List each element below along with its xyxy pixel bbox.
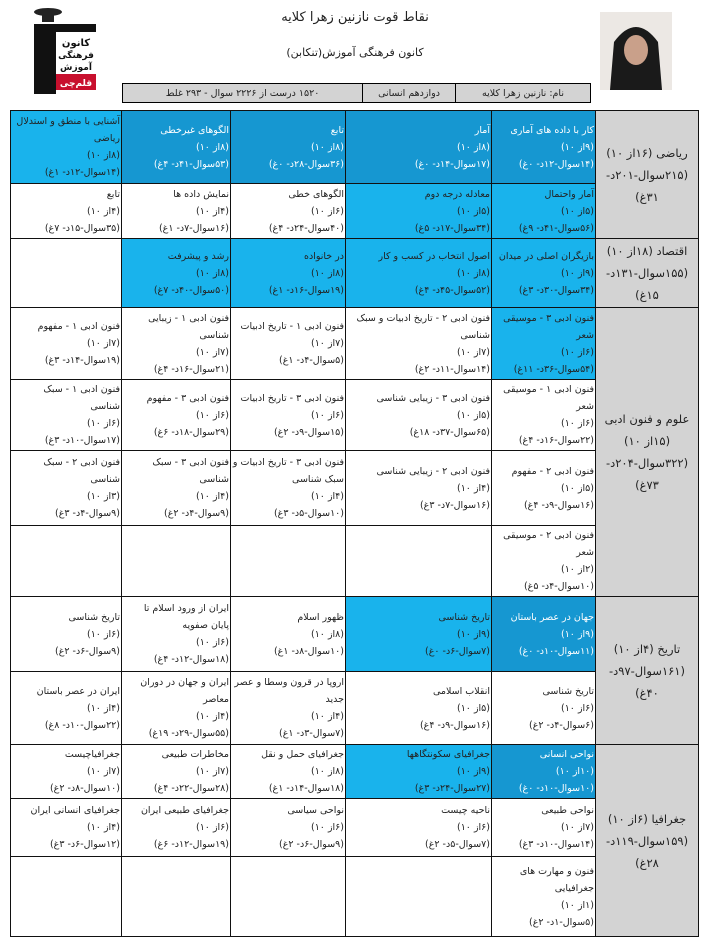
topic-name: فنون ادبی ۲ - تاریخ ادبیات و سبک شناسی: [356, 312, 490, 341]
topic-cell: [492, 526, 596, 597]
subject-cell: [596, 308, 699, 597]
topic-score: (۶از ۱۰): [456, 822, 490, 833]
topic-score: (۴از ۱۰): [86, 205, 120, 217]
topic-counts: (۵سوال-۱د- ۲غ): [529, 916, 594, 928]
topic-name: انقلاب اسلامی: [433, 685, 490, 697]
topic-score: (۵از ۱۰): [456, 702, 490, 714]
topic-name: ایران از ورود اسلام تا پایان صفویه: [143, 603, 229, 631]
topic-name: فنون ادبی ۳ - زیبایی شناسی: [376, 392, 490, 404]
topic-cell: [492, 672, 596, 745]
topic-cell: [492, 184, 596, 239]
table-row: [11, 799, 699, 857]
strengths-table: [10, 110, 699, 937]
page-title: نقاط قوت نازنین زهرا کلایه: [281, 10, 429, 25]
topic-counts: (۱۵سوال-۹د- ۲غ): [273, 426, 344, 438]
topic-score: (۷از ۱۰): [86, 766, 120, 777]
topic-cell: [492, 380, 596, 451]
topic-score: (۱۰از ۱۰): [555, 766, 594, 777]
topic-name: فنون ادبی ۲ - زیبایی شناسی: [376, 465, 490, 477]
topic-score: (۸از ۱۰): [86, 150, 120, 161]
topic-counts: (۹سوال-۶د- ۲غ): [55, 645, 120, 657]
topic-counts: (۱۱سوال-۱۰د- ۰غ): [518, 645, 594, 657]
student-grade: دوازدهم انسانی: [362, 84, 455, 102]
topic-cell: [122, 239, 231, 308]
topic-name: فنون و مهارت های جغرافیایی: [519, 865, 594, 894]
topic-score: (۲از ۱۰): [560, 564, 594, 575]
topic-score: (۶از ۱۰): [560, 418, 594, 429]
topic-cell: [231, 184, 346, 239]
table-row: [11, 239, 699, 308]
topic-score: (۸از ۱۰): [310, 267, 344, 279]
topic-name: تابع: [106, 188, 120, 200]
svg-text:فرهنگی: فرهنگی: [58, 51, 94, 61]
topic-score: (۹از ۱۰): [560, 628, 594, 640]
topic-name: تابع: [330, 124, 344, 136]
topic-counts: (۱۴سوال-۱۲د- ۱غ): [44, 167, 120, 178]
topic-cell: [231, 745, 346, 799]
topic-score: (۶از ۱۰): [310, 205, 344, 217]
topic-cell: [346, 672, 492, 745]
subject-cell: [596, 111, 699, 239]
topic-cell: [231, 799, 346, 857]
empty-cell: [346, 857, 492, 937]
topic-cell: [492, 451, 596, 526]
topic-cell: [231, 239, 346, 308]
table-row: [11, 597, 699, 672]
topic-cell: [11, 672, 122, 745]
topic-cell: [346, 111, 492, 184]
empty-cell: [11, 857, 122, 937]
topic-cell: [346, 380, 492, 451]
topic-score: (۵از ۱۰): [456, 205, 490, 217]
topic-cell: [231, 380, 346, 451]
topic-cell: [346, 451, 492, 526]
topic-counts: (۱۶سوال-۷د- ۳غ): [419, 499, 490, 511]
topic-name: تاریخ شناسی: [438, 611, 490, 623]
topic-score: (۴از ۱۰): [86, 702, 120, 714]
topic-score: (۶از ۱۰): [195, 637, 229, 648]
topic-counts: (۱۴سوال-۱۰د- ۳غ): [518, 839, 594, 850]
topic-cell: [122, 184, 231, 239]
topic-score: (۸از ۱۰): [456, 141, 490, 153]
topic-score: (۸از ۱۰): [310, 141, 344, 153]
subject-name: ریاضی (۱۶از ۱۰): [606, 145, 688, 160]
topic-name: ایران و جهان در دوران معاصر: [140, 677, 229, 705]
table-row: [11, 745, 699, 799]
topic-name: فنون ادبی ۲ - سبک شناسی: [43, 457, 120, 485]
topic-score: (۶از ۱۰): [560, 702, 594, 714]
subject-name: جغرافیا (۶از ۱۰): [607, 811, 687, 826]
topic-name: آشنایی با منطق و استدلال ریاضی: [16, 116, 120, 144]
topic-score: (۵از ۱۰): [456, 409, 490, 421]
topic-cell: [11, 308, 122, 380]
topic-counts: (۱۸سوال-۱۲د- ۴غ): [153, 654, 229, 665]
topic-counts: (۷سوال-۶د- ۰غ): [425, 645, 490, 657]
topic-counts: (۱۹سوال-۱۶د- ۱غ): [268, 284, 344, 296]
topic-name: کار با داده های آماری: [510, 124, 594, 136]
svg-text:قلم‌چی: قلم‌چی: [59, 79, 93, 89]
topic-cell: [122, 799, 231, 857]
topic-name: تاریخ شناسی: [542, 685, 594, 697]
topic-name: ناحیه چیست: [441, 805, 490, 816]
topic-counts: (۵۶سوال-۴۱د- ۹غ): [518, 222, 594, 234]
topic-score: (۹از ۱۰): [456, 766, 490, 777]
table-row: [11, 857, 699, 937]
topic-cell: [492, 239, 596, 308]
topic-score: (۷از ۱۰): [195, 346, 229, 358]
topic-score: (۵از ۱۰): [560, 205, 594, 217]
subject-name: علوم و فنون ادبی (۱۵از ۱۰): [604, 412, 690, 448]
topic-score: (۷از ۱۰): [456, 346, 490, 358]
topic-counts: (۱۰سوال-۱۰د- ۰غ): [518, 783, 594, 794]
topic-counts: (۱۹سوال-۱۴د- ۳غ): [44, 355, 120, 366]
topic-name: الگوهای خطی: [288, 188, 344, 200]
topic-score: (۶از ۱۰): [560, 346, 594, 358]
topic-counts: (۲۲سوال-۱۶د- ۴غ): [518, 435, 594, 446]
topic-cell: [11, 745, 122, 799]
topic-counts: (۱۷سوال-۱۰د- ۳غ): [44, 435, 120, 446]
topic-score: (۸از ۱۰): [195, 267, 229, 279]
topic-counts: (۱۲سوال-۶د- ۳غ): [49, 839, 120, 850]
empty-cell: [346, 526, 492, 597]
topic-cell: [231, 672, 346, 745]
subject-stats: (۱۵۵سوال-۱۳۱د- ۱۵غ): [605, 266, 689, 302]
table-row: [11, 526, 699, 597]
topic-counts: (۱۰سوال-۸د- ۲غ): [49, 783, 120, 794]
topic-score: (۴از ۱۰): [456, 482, 490, 494]
topic-score: (۹از ۱۰): [560, 267, 594, 279]
topic-counts: (۲۲سوال-۱۰د- ۸غ): [44, 719, 120, 731]
topic-name: فنون ادبی ۱ - تاریخ ادبیات: [240, 321, 344, 332]
topic-score: (۴از ۱۰): [195, 711, 229, 722]
subject-stats: (۳۲۲سوال-۲۰۴د- ۷۳غ): [605, 456, 689, 492]
topic-score: (۶از ۱۰): [310, 409, 344, 421]
topic-name: فنون ادبی ۳ - تاریخ ادبیات: [240, 392, 344, 404]
topic-name: فنون ادبی ۳ - مفهوم: [146, 392, 229, 404]
topic-score: (۸از ۱۰): [456, 267, 490, 279]
topic-name: تاریخ شناسی: [68, 611, 120, 623]
subject-stats: (۲۱۵سوال-۲۰۱د- ۳۱غ): [605, 167, 689, 204]
topic-counts: (۹سوال-۴د- ۳غ): [55, 508, 120, 519]
topic-name: نواحی انسانی: [539, 749, 594, 760]
topic-name: نواحی طبیعی: [541, 805, 594, 816]
topic-cell: [346, 799, 492, 857]
topic-name: فنون ادبی ۲ - موسیقی شعر: [503, 530, 594, 558]
topic-name: اروپا در قرون وسطا و عصر جدید: [234, 677, 344, 705]
topic-score: (۷از ۱۰): [560, 822, 594, 833]
topic-score: (۱از ۱۰): [560, 899, 594, 911]
topic-counts: (۱۸سوال-۱۴د- ۱غ): [268, 783, 344, 794]
topic-cell: [231, 451, 346, 526]
topic-score: (۶از ۱۰): [310, 822, 344, 833]
topic-counts: (۵۲سوال-۴۵د- ۴غ): [414, 284, 490, 296]
topic-cell: [346, 308, 492, 380]
topic-counts: (۵۵سوال-۲۹د- ۱۹غ): [148, 728, 229, 739]
topic-name: آمار واحتمال: [544, 188, 594, 200]
topic-score: (۷از ۱۰): [86, 338, 120, 349]
topic-name: در خانواده: [303, 250, 344, 262]
subject-cell: [596, 597, 699, 745]
topic-counts: (۱۹سوال-۱۲د- ۶غ): [153, 839, 229, 850]
topic-name: ایران در عصر باستان: [36, 685, 120, 697]
topic-cell: [122, 111, 231, 184]
topic-score: (۹از ۱۰): [456, 628, 490, 640]
topic-counts: (۵۰سوال-۴۰د- ۷غ): [153, 284, 229, 296]
topic-name: فنون ادبی ۱ - موسیقی شعر: [503, 384, 594, 412]
topic-score: (۷از ۱۰): [310, 338, 344, 349]
topic-counts: (۶۵سوال-۳۷د- ۱۸غ): [409, 426, 490, 438]
topic-name: فنون ادبی ۳ - تاریخ ادبیات و سبک شناسی: [232, 457, 344, 485]
topic-name: الگوهای غیرخطی: [160, 124, 229, 136]
topic-score: (۴از ۱۰): [310, 711, 344, 722]
table-row: [11, 451, 699, 526]
topic-name: جهان در عصر باستان: [510, 611, 594, 623]
topic-cell: [122, 597, 231, 672]
topic-cell: [11, 799, 122, 857]
topic-cell: [231, 111, 346, 184]
topic-name: فنون ادبی ۱ - سبک شناسی: [43, 384, 120, 412]
topic-name: اصول انتخاب در کسب و کار: [378, 250, 490, 262]
topic-cell: [346, 184, 492, 239]
topic-name: فنون ادبی ۱ - مفهوم: [37, 321, 120, 332]
table-row: [11, 184, 699, 239]
subject-name: تاریخ (۴از ۱۰): [613, 641, 681, 656]
score-summary: ۱۵۲۰ درست از ۲۲۲۶ سوال - ۲۹۳ غلط: [165, 87, 320, 99]
topic-cell: [11, 380, 122, 451]
topic-cell: [11, 111, 122, 184]
topic-score: (۶از ۱۰): [195, 409, 229, 421]
topic-cell: [11, 451, 122, 526]
topic-counts: (۵۳سوال-۴۱د- ۴غ): [153, 158, 229, 170]
topic-name: مخاطرات طبیعی: [161, 749, 229, 760]
topic-score: (۵از ۱۰): [560, 482, 594, 494]
student-info-bar: [122, 83, 591, 103]
topic-counts: (۲۹سوال-۱۸د- ۶غ): [153, 426, 229, 438]
student-photo: [600, 12, 672, 90]
topic-score: (۴از ۱۰): [310, 491, 344, 502]
table-row: [11, 380, 699, 451]
topic-counts: (۱۶سوال-۹د- ۴غ): [419, 719, 490, 731]
topic-counts: (۲۷سوال-۲۴د- ۳غ): [414, 783, 490, 794]
topic-counts: (۱۰سوال-۵د- ۳غ): [273, 508, 344, 519]
page-subtitle: کانون فرهنگی آموزش(تنکابن): [286, 46, 424, 59]
topic-cell: [122, 672, 231, 745]
topic-counts: (۴۰سوال-۲۴د- ۴غ): [268, 222, 344, 234]
kanoon-logo: [26, 4, 102, 96]
svg-text:کانون: کانون: [61, 38, 91, 49]
topic-score: (۶از ۱۰): [86, 418, 120, 429]
topic-cell: [122, 380, 231, 451]
topic-cell: [346, 239, 492, 308]
topic-name: فنون ادبی ۳ - موسیقی شعر: [503, 312, 594, 341]
topic-counts: (۱۰سوال-۴د- ۵غ): [523, 581, 594, 592]
topic-score: (۹از ۱۰): [560, 141, 594, 153]
topic-name: فنون ادبی ۲ - مفهوم: [511, 465, 594, 477]
topic-score: (۶از ۱۰): [195, 822, 229, 833]
topic-score: (۳از ۱۰): [86, 491, 120, 502]
topic-cell: [492, 597, 596, 672]
topic-score: (۷از ۱۰): [195, 766, 229, 777]
topic-counts: (۵سوال-۴د- ۱غ): [279, 355, 344, 366]
topic-counts: (۱۰سوال-۸د- ۱غ): [273, 645, 344, 657]
topic-cell: [492, 857, 596, 937]
topic-cell: [492, 799, 596, 857]
topic-counts: (۱۶سوال-۷د- ۱غ): [158, 222, 229, 234]
table-row: [11, 111, 699, 184]
topic-name: جغرافیای طبیعی ایران: [140, 805, 229, 816]
topic-counts: (۱۶سوال-۹د- ۴غ): [523, 499, 594, 511]
subject-stats: (۱۶۱سوال-۹۷د- ۴۰غ): [609, 663, 685, 700]
empty-cell: [11, 239, 122, 308]
topic-counts: (۹سوال-۴د- ۲غ): [164, 508, 229, 519]
topic-name: جغرافیاچیست: [64, 749, 120, 760]
topic-cell: [11, 597, 122, 672]
topic-score: (۸از ۱۰): [195, 141, 229, 153]
topic-cell: [11, 184, 122, 239]
topic-name: جغرافیای حمل و نقل: [261, 749, 344, 760]
topic-counts: (۷سوال-۳د- ۱غ): [279, 728, 344, 739]
topic-cell: [231, 597, 346, 672]
topic-cell: [122, 745, 231, 799]
topic-name: جغرافیای سکونتگاهها: [406, 749, 490, 760]
empty-cell: [122, 857, 231, 937]
topic-counts: (۲۸سوال-۲۲د- ۴غ): [153, 783, 229, 794]
subject-stats: (۱۵۹سوال-۱۱۹د- ۲۸غ): [605, 833, 689, 870]
topic-counts: (۳۶سوال-۲۸د- ۰غ): [268, 158, 344, 170]
topic-name: بازیگران اصلی در میدان: [498, 250, 594, 262]
svg-text:آموزش: آموزش: [60, 63, 92, 73]
table-row: [11, 308, 699, 380]
topic-cell: [346, 745, 492, 799]
topic-score: (۴از ۱۰): [195, 205, 229, 217]
empty-cell: [11, 526, 122, 597]
empty-cell: [231, 857, 346, 937]
topic-score: (۸از ۱۰): [310, 766, 344, 777]
topic-counts: (۱۴سوال-۱۲د- ۰غ): [518, 158, 594, 170]
topic-name: رشد و پیشرفت: [167, 250, 229, 262]
topic-name: فنون ادبی ۳ - سبک شناسی: [152, 457, 229, 485]
topic-cell: [231, 308, 346, 380]
topic-name: آمار: [474, 124, 490, 136]
topic-counts: (۲۱سوال-۱۶د- ۴غ): [153, 363, 229, 375]
topic-counts: (۳۴سوال-۳۰د- ۳غ): [518, 284, 594, 296]
topic-score: (۸از ۱۰): [310, 628, 344, 640]
topic-name: ظهور اسلام: [297, 611, 344, 623]
topic-score: (۴از ۱۰): [195, 491, 229, 502]
topic-cell: [492, 111, 596, 184]
topic-name: جغرافیای انسانی ایران: [30, 805, 120, 816]
student-name: نام: نازنین زهرا کلایه: [455, 84, 590, 102]
topic-cell: [122, 451, 231, 526]
subject-cell: [596, 745, 699, 937]
topic-name: نمایش داده ها: [173, 188, 229, 200]
topic-counts: (۷سوال-۵د- ۲غ): [425, 839, 490, 850]
topic-cell: [492, 745, 596, 799]
topic-score: (۶از ۱۰): [86, 628, 120, 640]
topic-counts: (۳۵سوال-۱۵د- ۷غ): [44, 222, 120, 234]
topic-counts: (۱۴سوال-۱۱د- ۲غ): [414, 363, 490, 375]
topic-name: نواحی سیاسی: [287, 805, 344, 816]
empty-cell: [122, 526, 231, 597]
table-row: [11, 672, 699, 745]
topic-cell: [346, 597, 492, 672]
topic-counts: (۱۷سوال-۱۴د- ۰غ): [414, 158, 490, 170]
topic-name: معادله درجه دوم: [424, 188, 490, 200]
empty-cell: [231, 526, 346, 597]
subject-name: اقتصاد (۱۸از ۱۰): [606, 244, 688, 258]
topic-counts: (۳۴سوال-۱۷د- ۵غ): [414, 222, 490, 234]
topic-counts: (۶سوال-۴د- ۲غ): [529, 719, 594, 731]
topic-counts: (۵۴سوال-۳۶د- ۱۱غ): [513, 363, 594, 375]
subject-cell: [596, 239, 699, 308]
topic-name: فنون ادبی ۱ - زیبایی شناسی: [148, 312, 229, 341]
topic-counts: (۹سوال-۶د- ۲غ): [279, 839, 344, 850]
topic-cell: [122, 308, 231, 380]
topic-score: (۴از ۱۰): [86, 822, 120, 833]
topic-cell: [492, 308, 596, 380]
